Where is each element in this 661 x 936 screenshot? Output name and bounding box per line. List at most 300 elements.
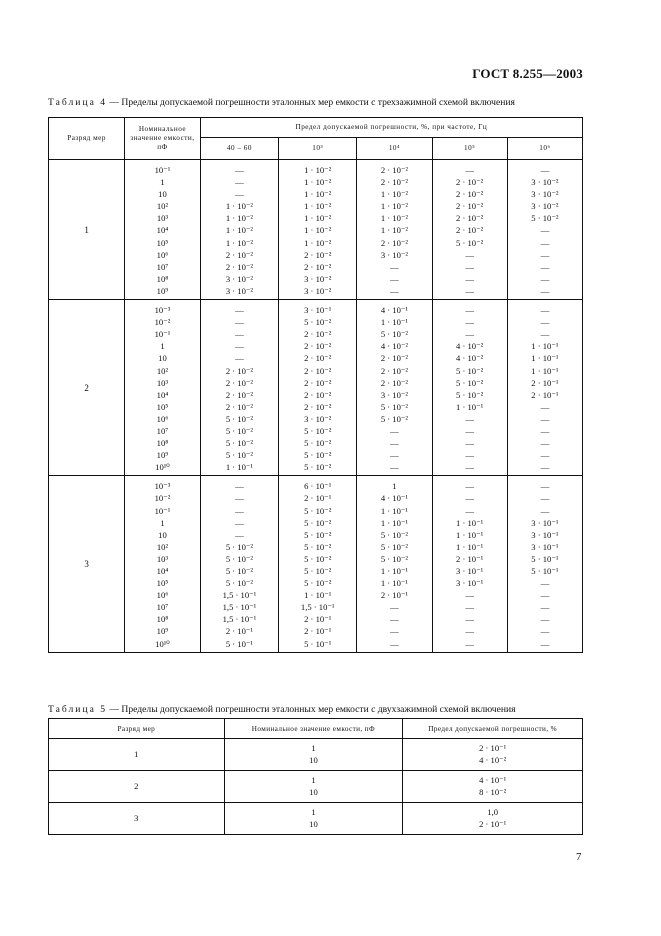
cell-value: 10⁴ — [156, 389, 169, 400]
cell-value: 5 · 10⁻² — [225, 553, 254, 564]
table4-caption — [48, 97, 515, 108]
cell-value: 1 · 10⁻² — [380, 213, 409, 224]
cell-value: 2 · 10⁻² — [380, 365, 409, 376]
cell-value: 10⁷ — [156, 261, 169, 272]
cell-value: 5 · 10⁻² — [380, 529, 409, 540]
cell-value: 4 · 10⁻² — [380, 341, 409, 352]
cell-value: 5 · 10⁻² — [304, 517, 332, 528]
cell-value: 10⁻² — [154, 493, 171, 504]
cell-value: 5 · 10⁻² — [380, 553, 409, 564]
cell-value: 3 · 10⁻¹ — [531, 529, 559, 540]
cell-value: — — [465, 425, 474, 436]
cell-value: — — [540, 261, 550, 272]
table-row — [49, 771, 583, 803]
cell-value: 3 · 10⁻² — [380, 249, 409, 260]
cell-value: — — [390, 285, 399, 296]
document-code: ГОСТ 8.255—2003 — [472, 66, 583, 81]
header-frequency: 10⁴ — [357, 138, 432, 160]
cell-value: 1 · 10⁻² — [304, 177, 332, 188]
cell-value: 3 · 10⁻¹ — [531, 517, 559, 528]
cell-value: 8 · 10⁻² — [479, 786, 507, 797]
cell-value: 3 · 10⁻² — [304, 273, 332, 284]
cell-value: 10⁻¹ — [154, 329, 171, 340]
cell-value: — — [465, 450, 474, 461]
header-frequency: 10⁶ — [507, 138, 582, 160]
nominal-cell — [125, 300, 201, 476]
error-cell — [432, 300, 507, 476]
cell-value: 10 — [158, 529, 167, 540]
cell-value: 5 · 10⁻² — [225, 566, 254, 576]
cell-value: 10⁻³ — [154, 481, 171, 492]
cell-value: — — [540, 602, 550, 613]
cell-value: 2 · 10⁻¹ — [479, 818, 507, 829]
error-cell — [403, 803, 583, 835]
table-4 — [48, 117, 583, 653]
cell-value: 1 · 10⁻¹ — [225, 462, 254, 473]
cell-value: 3 · 10⁻² — [225, 285, 254, 296]
cell-value: 1 — [311, 743, 316, 753]
cell-value: 10⁻¹ — [154, 505, 171, 516]
cell-value: — — [235, 353, 244, 364]
cell-value: — — [465, 462, 474, 473]
error-cell — [403, 771, 583, 803]
cell-value: 10² — [156, 365, 169, 376]
cell-value: 2 · 10⁻¹ — [479, 743, 507, 753]
table-row — [49, 300, 583, 476]
cell-value: 1,5 · 10⁻¹ — [300, 602, 335, 613]
cell-value: — — [235, 165, 244, 175]
cell-value: — — [465, 493, 474, 504]
cell-value: — — [390, 626, 399, 637]
cell-value: 2 · 10⁻² — [304, 341, 332, 352]
cell-value: 10³ — [156, 553, 169, 564]
cell-value: — — [540, 329, 550, 340]
cell-value: 1 — [160, 517, 165, 528]
cell-value: — — [540, 462, 550, 473]
nominal-cell — [224, 739, 403, 771]
cell-value: 2 · 10⁻² — [225, 389, 254, 400]
cell-value: — — [540, 493, 550, 504]
cell-value: 2 · 10⁻² — [456, 225, 484, 236]
cell-value: 1 · 10⁻¹ — [304, 590, 332, 601]
cell-value: 2 · 10⁻² — [380, 165, 409, 175]
cell-value: 1,5 · 10⁻¹ — [222, 602, 257, 613]
cell-value: 5 · 10⁻² — [225, 425, 254, 436]
cell-value: 2 · 10⁻² — [304, 365, 332, 376]
cell-value: 2 · 10⁻² — [380, 353, 409, 364]
cell-value: — — [235, 481, 244, 492]
cell-value: 10⁻² — [154, 317, 171, 328]
cell-value: 10³ — [156, 213, 169, 224]
cell-value: 5 · 10⁻¹ — [225, 638, 254, 649]
cell-value: — — [390, 638, 399, 649]
cell-value: 10⁶ — [156, 249, 169, 260]
cell-value: 5 · 10⁻² — [225, 578, 254, 589]
cell-value: 10⁻¹ — [154, 165, 171, 175]
cell-value: — — [465, 413, 474, 424]
cell-value: 5 · 10⁻² — [380, 401, 409, 412]
cell-value: — — [235, 305, 244, 316]
cell-value: 4 · 10⁻¹ — [380, 493, 409, 504]
cell-value: 5 · 10⁻² — [225, 413, 254, 424]
cell-value: 1 · 10⁻¹ — [380, 578, 409, 589]
cell-value: 10⁹ — [156, 626, 169, 637]
cell-value: — — [465, 590, 474, 601]
header-frequency: 10³ — [279, 138, 357, 160]
cell-value: 5 · 10⁻² — [456, 389, 484, 400]
table-row — [49, 739, 583, 771]
cell-value: 3 · 10⁻² — [225, 273, 254, 284]
cell-value: — — [390, 261, 399, 272]
cell-value: 1 · 10⁻² — [304, 165, 332, 175]
cell-value: — — [390, 425, 399, 436]
header-rank: Разряд мер — [49, 118, 125, 160]
cell-value: 4 · 10⁻¹ — [380, 305, 409, 316]
cell-value: 2 · 10⁻² — [304, 261, 332, 272]
cell-value: 10⁻³ — [154, 305, 171, 316]
cell-value: 5 · 10⁻¹ — [304, 638, 332, 649]
header-nominal: Номинальное значение емкости, пФ — [224, 719, 403, 739]
cell-value: — — [540, 305, 550, 316]
cell-value: 3 · 10⁻¹ — [304, 305, 332, 316]
cell-value: — — [235, 505, 244, 516]
header-error-limit: Предел допускаемой погрешности, % — [403, 719, 583, 739]
cell-value: 5 · 10⁻² — [304, 462, 332, 473]
cell-value: — — [390, 462, 399, 473]
cell-value: — — [540, 317, 550, 328]
cell-value: 1 · 10⁻¹ — [456, 541, 484, 552]
cell-value: 10³ — [156, 377, 169, 388]
cell-value: 10 — [158, 189, 167, 200]
error-cell — [432, 160, 507, 300]
error-cell — [432, 476, 507, 652]
cell-value: — — [390, 273, 399, 284]
cell-value: 1 · 10⁻² — [380, 189, 409, 200]
cell-value: 2 · 10⁻² — [456, 189, 484, 200]
table4-caption-label: Таблица 4 — [48, 97, 108, 108]
error-cell — [200, 300, 278, 476]
cell-value: — — [465, 329, 474, 340]
cell-value: 10⁷ — [156, 602, 169, 613]
cell-value: — — [465, 602, 474, 613]
cell-value: 5 · 10⁻² — [456, 365, 484, 376]
cell-value: 5 · 10⁻² — [531, 213, 559, 224]
cell-value: 10⁵ — [156, 578, 169, 589]
cell-value: 1,5 · 10⁻¹ — [222, 590, 257, 601]
nominal-cell — [224, 771, 403, 803]
table5-caption-label: Таблица 5 — [48, 704, 108, 715]
cell-value: — — [465, 317, 474, 328]
table-row — [49, 476, 583, 652]
cell-value: — — [465, 481, 474, 492]
error-cell — [200, 476, 278, 652]
cell-value: 2 · 10⁻¹ — [380, 590, 409, 601]
nominal-cell — [125, 160, 201, 300]
cell-value: 2 · 10⁻² — [456, 213, 484, 224]
cell-value: 5 · 10⁻² — [225, 438, 254, 449]
error-cell — [507, 300, 582, 476]
cell-value: — — [465, 614, 474, 625]
error-cell — [279, 160, 357, 300]
cell-value: — — [235, 517, 244, 528]
cell-value: — — [540, 638, 550, 649]
error-cell — [279, 476, 357, 652]
cell-value: 5 · 10⁻² — [304, 505, 332, 516]
cell-value: 3 · 10⁻² — [531, 201, 559, 212]
cell-value: 1 · 10⁻² — [225, 225, 254, 236]
cell-value: 2 · 10⁻¹ — [531, 377, 559, 388]
cell-value: 10 — [309, 754, 318, 765]
error-cell — [507, 160, 582, 300]
cell-value: 10⁸ — [156, 438, 169, 449]
cell-value: — — [540, 249, 550, 260]
cell-value: 1 · 10⁻² — [304, 201, 332, 212]
cell-value: 10 — [309, 818, 318, 829]
cell-value: 5 · 10⁻² — [304, 566, 332, 576]
error-cell — [200, 160, 278, 300]
cell-value: 1 · 10⁻¹ — [380, 517, 409, 528]
cell-value: — — [540, 401, 550, 412]
cell-value: — — [540, 225, 550, 236]
cell-value: 5 · 10⁻² — [380, 541, 409, 552]
cell-value: — — [465, 273, 474, 284]
nominal-cell — [224, 803, 403, 835]
cell-value: — — [540, 578, 550, 589]
cell-value: 1 · 10⁻¹ — [456, 517, 484, 528]
cell-value: — — [235, 329, 244, 340]
cell-value: 3 · 10⁻² — [531, 177, 559, 188]
cell-value: 1 · 10⁻¹ — [531, 353, 559, 364]
error-cell — [403, 739, 583, 771]
cell-value: 1,5 · 10⁻¹ — [222, 614, 257, 625]
cell-value: — — [235, 341, 244, 352]
cell-value: 5 · 10⁻² — [225, 541, 254, 552]
cell-value: 1 — [160, 177, 165, 188]
cell-value: — — [235, 317, 244, 328]
cell-value: 5 · 10⁻² — [456, 377, 484, 388]
rank-cell: 3 — [49, 803, 225, 835]
cell-value: — — [540, 590, 550, 601]
cell-value: 1 · 10⁻¹ — [380, 566, 409, 576]
cell-value: 3 · 10⁻² — [304, 413, 332, 424]
cell-value: 2 · 10⁻¹ — [304, 493, 332, 504]
cell-value: 1 · 10⁻¹ — [456, 529, 484, 540]
cell-value: — — [465, 305, 474, 316]
cell-value: — — [390, 438, 399, 449]
cell-value: 1 · 10⁻² — [225, 237, 254, 248]
cell-value: 1 · 10⁻² — [225, 213, 254, 224]
cell-value: — — [540, 626, 550, 637]
cell-value: 1 · 10⁻¹ — [380, 505, 409, 516]
cell-value: 3 · 10⁻¹ — [456, 566, 484, 576]
cell-value: — — [540, 273, 550, 284]
cell-value: 10¹⁰ — [155, 638, 170, 649]
cell-value: 5 · 10⁻² — [304, 529, 332, 540]
cell-value: 10² — [156, 541, 169, 552]
cell-value: 2 · 10⁻² — [304, 401, 332, 412]
cell-value: 2 · 10⁻² — [380, 237, 409, 248]
rank-cell: 1 — [49, 739, 225, 771]
cell-value: 5 · 10⁻² — [304, 578, 332, 589]
cell-value: — — [540, 165, 550, 175]
cell-value: 2 · 10⁻² — [304, 329, 332, 340]
cell-value: 3 · 10⁻¹ — [456, 578, 484, 589]
table5-caption-text: — Пределы допускаемой погрешности эталонных мер емкости с двухзажимной схемой включения — [107, 704, 516, 715]
cell-value: 10⁵ — [156, 401, 169, 412]
cell-value: 2 · 10⁻² — [225, 249, 254, 260]
cell-value: 1 · 10⁻² — [380, 225, 409, 236]
cell-value: — — [540, 425, 550, 436]
cell-value: 2 · 10⁻² — [304, 249, 332, 260]
cell-value: 1 — [392, 481, 397, 492]
cell-value: 4 · 10⁻² — [479, 754, 507, 765]
cell-value: 2 · 10⁻¹ — [304, 626, 332, 637]
error-cell — [357, 300, 432, 476]
cell-value: 10⁵ — [156, 237, 169, 248]
header-error-limit: Предел допускаемой погрешности, %, при частоте, Гц — [200, 118, 582, 138]
cell-value: 10⁴ — [156, 566, 169, 576]
cell-value: 10⁹ — [156, 450, 169, 461]
cell-value: — — [540, 505, 550, 516]
cell-value: 1 · 10⁻² — [380, 201, 409, 212]
cell-value: 1 · 10⁻² — [304, 225, 332, 236]
cell-value: 10 — [158, 353, 167, 364]
cell-value: — — [540, 413, 550, 424]
cell-value: 2 · 10⁻² — [225, 377, 254, 388]
cell-value: 5 · 10⁻² — [304, 317, 332, 328]
cell-value: 1 — [160, 341, 165, 352]
cell-value: 4 · 10⁻¹ — [479, 775, 507, 785]
cell-value: — — [235, 529, 244, 540]
cell-value: 4 · 10⁻² — [456, 353, 484, 364]
nominal-cell — [125, 476, 201, 652]
header-frequency: 40 – 60 — [200, 138, 278, 160]
cell-value: — — [465, 165, 474, 175]
cell-value: 10¹⁰ — [155, 462, 170, 473]
cell-value: 2 · 10⁻² — [304, 353, 332, 364]
error-cell — [279, 300, 357, 476]
cell-value: 1 · 10⁻¹ — [531, 365, 559, 376]
cell-value: 10⁸ — [156, 273, 169, 284]
cell-value: 10⁶ — [156, 413, 169, 424]
cell-value: 1 · 10⁻¹ — [531, 341, 559, 352]
cell-value: — — [235, 493, 244, 504]
cell-value: 10⁶ — [156, 590, 169, 601]
cell-value: 2 · 10⁻² — [225, 401, 254, 412]
cell-value: — — [540, 237, 550, 248]
cell-value: 2 · 10⁻² — [380, 377, 409, 388]
cell-value: 5 · 10⁻² — [380, 329, 409, 340]
cell-value: 1,0 — [487, 807, 499, 817]
cell-value: — — [540, 438, 550, 449]
cell-value: — — [390, 614, 399, 625]
table-row — [49, 160, 583, 300]
cell-value: 2 · 10⁻¹ — [225, 626, 254, 637]
cell-value: 6 · 10⁻¹ — [304, 481, 332, 492]
cell-value: — — [235, 177, 244, 188]
error-cell — [357, 160, 432, 300]
cell-value: 10⁹ — [156, 285, 169, 296]
table-row — [49, 803, 583, 835]
cell-value: 2 · 10⁻² — [456, 177, 484, 188]
cell-value: 3 · 10⁻² — [531, 189, 559, 200]
cell-value: 10⁴ — [156, 225, 169, 236]
cell-value: 4 · 10⁻² — [456, 341, 484, 352]
cell-value: 10 — [309, 786, 318, 797]
error-cell — [507, 476, 582, 652]
cell-value: 10² — [156, 201, 169, 212]
cell-value: — — [235, 189, 244, 200]
table-5 — [48, 718, 583, 835]
cell-value: 2 · 10⁻² — [225, 365, 254, 376]
header-nominal: Номинальное значение емкости, пФ — [125, 118, 201, 160]
cell-value: 2 · 10⁻¹ — [531, 389, 559, 400]
cell-value: — — [540, 285, 550, 296]
cell-value: 2 · 10⁻² — [380, 177, 409, 188]
cell-value: — — [465, 261, 474, 272]
cell-value: 2 · 10⁻¹ — [456, 553, 484, 564]
cell-value: 5 · 10⁻² — [225, 450, 254, 461]
rank-cell: 1 — [49, 160, 125, 300]
cell-value: 1 · 10⁻² — [304, 237, 332, 248]
cell-value: 5 · 10⁻² — [304, 553, 332, 564]
cell-value: 2 · 10⁻² — [225, 261, 254, 272]
cell-value: — — [465, 626, 474, 637]
cell-value: 2 · 10⁻¹ — [304, 614, 332, 625]
header-rank: Разряд мер — [49, 719, 225, 739]
cell-value: 1 · 10⁻² — [304, 213, 332, 224]
cell-value: — — [540, 614, 550, 625]
cell-value: 3 · 10⁻¹ — [531, 541, 559, 552]
cell-value: — — [390, 602, 399, 613]
cell-value: — — [465, 438, 474, 449]
cell-value: 5 · 10⁻¹ — [531, 553, 559, 564]
table4-caption-text: — Пределы допускаемой погрешности эталонных мер емкости с трехзажимной схемой включения — [107, 97, 515, 108]
cell-value: 5 · 10⁻² — [456, 237, 484, 248]
cell-value: 1 · 10⁻² — [225, 201, 254, 212]
rank-cell: 2 — [49, 300, 125, 476]
cell-value: 3 · 10⁻² — [304, 285, 332, 296]
cell-value: 10⁷ — [156, 425, 169, 436]
cell-value: 5 · 10⁻² — [380, 413, 409, 424]
table5-caption — [48, 704, 516, 715]
cell-value: — — [540, 450, 550, 461]
error-cell — [357, 476, 432, 652]
rank-cell: 3 — [49, 476, 125, 652]
cell-value: — — [465, 638, 474, 649]
cell-value: 10⁸ — [156, 614, 169, 625]
cell-value: 5 · 10⁻² — [304, 438, 332, 449]
cell-value: 3 · 10⁻² — [380, 389, 409, 400]
cell-value: — — [465, 285, 474, 296]
cell-value: 2 · 10⁻² — [304, 377, 332, 388]
cell-value: 1 · 10⁻² — [304, 189, 332, 200]
cell-value: 5 · 10⁻² — [304, 541, 332, 552]
cell-value: 2 · 10⁻² — [456, 201, 484, 212]
rank-cell: 2 — [49, 771, 225, 803]
cell-value: 5 · 10⁻² — [304, 450, 332, 461]
page-number: 7 — [576, 851, 582, 863]
cell-value: 2 · 10⁻² — [304, 389, 332, 400]
cell-value: 1 · 10⁻¹ — [380, 317, 409, 328]
cell-value: 1 · 10⁻¹ — [456, 401, 484, 412]
cell-value: 1 — [311, 775, 316, 785]
header-frequency: 10⁵ — [432, 138, 507, 160]
cell-value: — — [390, 450, 399, 461]
cell-value: 5 · 10⁻¹ — [531, 566, 559, 576]
cell-value: — — [540, 481, 550, 492]
cell-value: — — [465, 505, 474, 516]
